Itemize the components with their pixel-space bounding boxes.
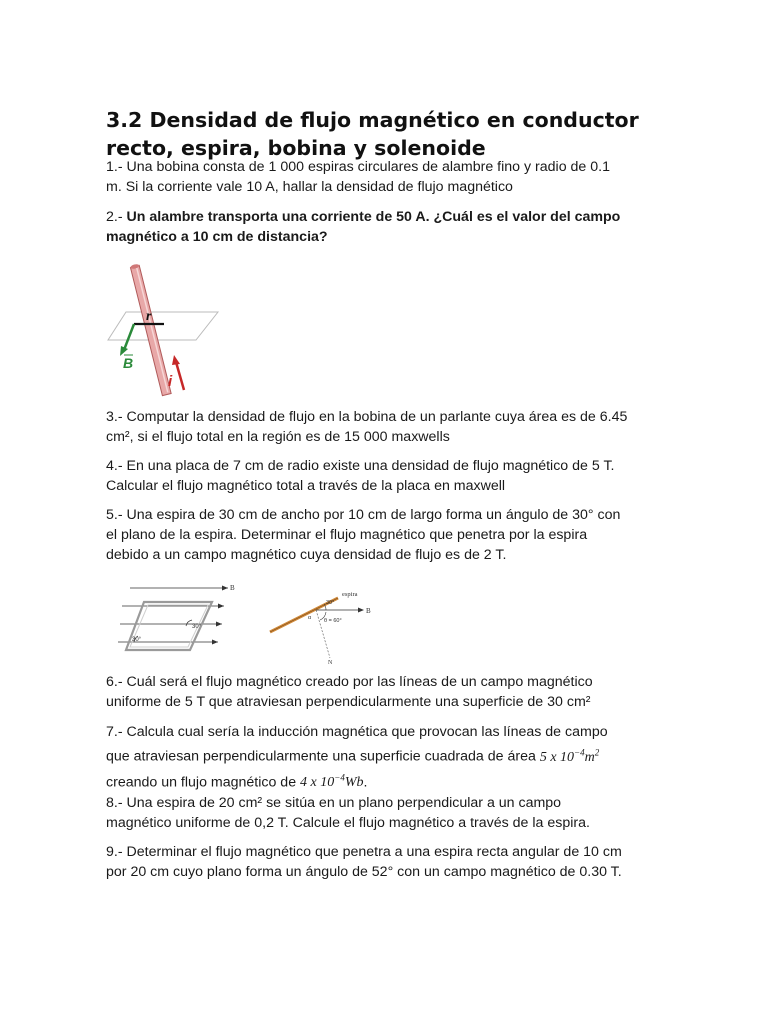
problem-9: 9.- Determinar el flujo magnético que penetra a una espira recta angular de 10 cm por 20 cm cuyo plano forma un ángulo de 52° con un campo magnético de 0.30 T.	[106, 844, 622, 880]
label-alpha: α	[308, 615, 312, 621]
flux-formula: 4 x $10^{-4}Wb$	[300, 772, 364, 791]
b-vector	[124, 324, 134, 350]
label-N: N	[328, 660, 333, 666]
label-60: θ = 60°	[324, 618, 342, 624]
problem-6: 6.- Cuál será el flujo magnético creado por las líneas de un campo magnético uniforme de 5 T que atraviesan perpendicularmente una superficie de 30 cm²	[106, 674, 593, 710]
label-r: r	[146, 309, 152, 324]
problem-2: 2.- Un alambre transporta una corriente de 50 A. ¿Cuál es el valor del campo magnético a 10 cm de distancia?	[106, 209, 621, 245]
angle-label-a: 30°	[192, 624, 202, 630]
problem-5: 5.- Una espira de 30 cm de ancho por 10 cm de largo forma un ángulo de 30° con el plano de la espira. Determinar el flujo magnético que penetra por la espira debido a un campo magnético cuya densidad de flujo es de 2 T.	[106, 507, 621, 563]
loop-field-figure	[112, 578, 240, 662]
current-arrow	[176, 362, 184, 390]
loop-label-B: B	[230, 584, 235, 592]
wire-rod	[130, 263, 171, 395]
label-espira: espira	[342, 591, 358, 598]
label-B: B	[123, 355, 134, 371]
label-30: 30°	[326, 600, 335, 606]
plane-outline	[108, 312, 218, 340]
problem-8: 8.- Una espira de 20 cm² se sitúa en un plano perpendicular a un campo magnético uniforme de 0,2 T. Calcule el flujo magnético a través de la espira.	[106, 795, 590, 831]
wire-field-figure	[106, 258, 226, 400]
problem-3: 3.- Computar la densidad de flujo en la bobina de un parlante cuya área es de 6.45 cm², si el flujo total en la región es de 15 000 maxwells	[106, 409, 628, 445]
problem-1: 1.- Una bobina consta de 1 000 espiras circulares de alambre fino y radio de 0.1 m. Si la corriente vale 10 A, hallar la densidad de flujo magnético	[106, 159, 610, 195]
loop-angle-figure	[266, 586, 378, 666]
problem-7: 7.- Calcula cual sería la inducción magnética que provocan las líneas de campo que atraviesan perpendicularmente una superficie cuadrada de área 5 x $10^{-4}m^2$ creando un flujo magnético de 4 x $10^{-4}Wb$.	[106, 724, 608, 791]
page-title: 3.2 Densidad de flujo magnético en conductor recto, espira, bobina y solenoide	[106, 108, 639, 160]
label-i: i	[168, 373, 173, 390]
angle-label-b: 30°	[132, 637, 142, 643]
label-B-field: B	[366, 607, 371, 615]
problem-4: 4.- En una placa de 7 cm de radio existe una densidad de flujo magnético de 5 T. Calcular el flujo magnético total a través de la placa en maxwell	[106, 458, 615, 494]
area-formula: 5 x $10^{-4}m^2$	[539, 747, 600, 765]
